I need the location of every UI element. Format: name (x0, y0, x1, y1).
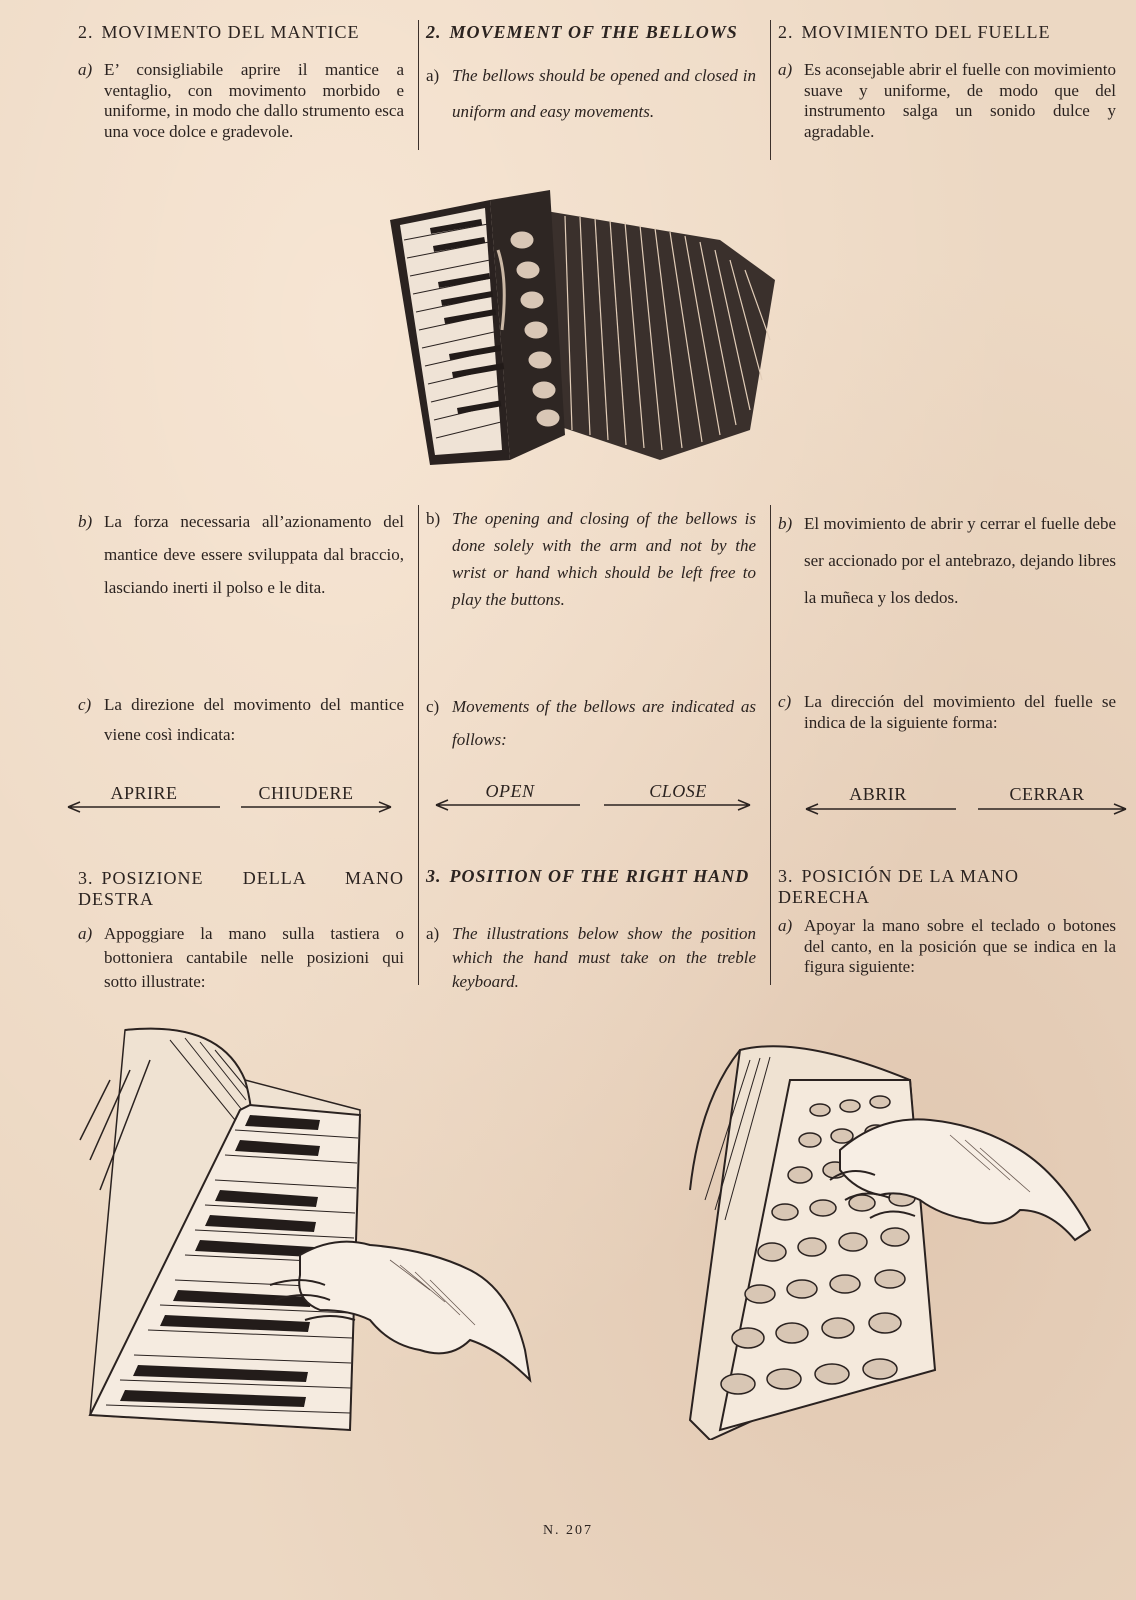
paragraph-2b-en: b) The opening and closing of the bellows is done solely with the arm and not by the wrist or hand which should be left free to play the buttons. (426, 509, 756, 609)
section2-heading-en: 2. MOVEMENT OF THE BELLOWS (426, 22, 738, 42)
open-label-en: OPEN (485, 781, 535, 801)
paragraph-3a-it: a) Appoggiare la mano sulla tastiera o bottoniera cantabile nelle posizioni qui sotto illustrate: (78, 924, 404, 991)
open-arrow (436, 800, 580, 810)
bellows (540, 210, 775, 460)
paragraph-2a-es: a) Es aconsejable abrir el fuelle con movimiento suave y uniforme, de modo que del instrumento salga un sonido dulce y agradable. (778, 60, 1116, 141)
paragraph-2c-en: c) Movements of the bellows are indicated as follows: (426, 697, 756, 749)
column-divider (418, 20, 419, 150)
column-divider (418, 505, 419, 985)
column-divider (770, 505, 771, 985)
bellows-direction-arrows-es (804, 802, 1130, 816)
button-keyboard (690, 1046, 935, 1440)
paragraph-3a-en: a) The illustrations below show the position which the hand must take on the treble keyboard. (426, 924, 756, 991)
paragraph-2c-it: c) La direzione del movimento del mantice viene così indicata: (78, 695, 404, 744)
open-label-es: ABRIR (849, 784, 907, 804)
piano-accordion-illustration (390, 180, 790, 470)
page-number: N. 207 (542, 1523, 594, 1538)
open-arrow (68, 802, 220, 812)
close-arrow (978, 804, 1126, 814)
close-arrow (241, 802, 391, 812)
close-arrow (604, 800, 750, 810)
section2-heading-es: 2. MOVIMIENTO DEL FUELLE (778, 22, 1051, 42)
section3-heading-es: 3. POSICIÓN DE LA MANO DERECHA (778, 866, 1020, 907)
section3-heading-it: 3. POSIZIONE DELLA MANO DESTRA (78, 868, 404, 909)
paragraph-2c-es: c) La dirección del movimiento del fuelle se indica de la siguiente forma: (778, 692, 1116, 732)
open-label-it: APRIRE (110, 783, 178, 803)
column-divider (770, 20, 771, 160)
section3-heading-en: 3. POSITION OF THE RIGHT HAND (426, 866, 750, 886)
paragraph-2b-it: b) La forza necessaria all’azionamento del mantice deve essere sviluppata dal braccio, lasciando inerti il polso e le dita. (78, 512, 404, 597)
paragraph-2a-it: a) E’ consigliabile aprire il mantice a ventaglio, con movimento morbido e uniforme, in modo che dallo strumento esca una voce dolce e gradevole. (78, 60, 404, 141)
bellows-direction-arrows-it (66, 800, 396, 814)
close-label-es: CERRAR (1009, 784, 1085, 804)
paragraph-2a-en: a) The bellows should be opened and closed in uniform and easy movements. (426, 66, 756, 121)
bellows-direction-arrows-en (434, 798, 754, 812)
paragraph-2b-es: b) El movimiento de abrir y cerrar el fuelle debe ser accionado por el antebrazo, dejando libres la muñeca y los dedos. (778, 514, 1116, 607)
paragraph-3a-es: a) Apoyar la mano sobre el teclado o botones del canto, en la posición que se indica en la figura siguiente: (778, 916, 1116, 976)
section2-heading-it: 2. MOVIMENTO DEL MANTICE (78, 22, 360, 42)
treble-keyboard (390, 200, 510, 465)
hand-on-piano-keyboard-illustration (70, 1020, 550, 1440)
close-label-it: CHIUDERE (258, 783, 354, 803)
open-arrow (806, 804, 956, 814)
hand-on-button-keyboard-illustration (680, 1040, 1120, 1440)
close-label-en: CLOSE (649, 781, 707, 801)
